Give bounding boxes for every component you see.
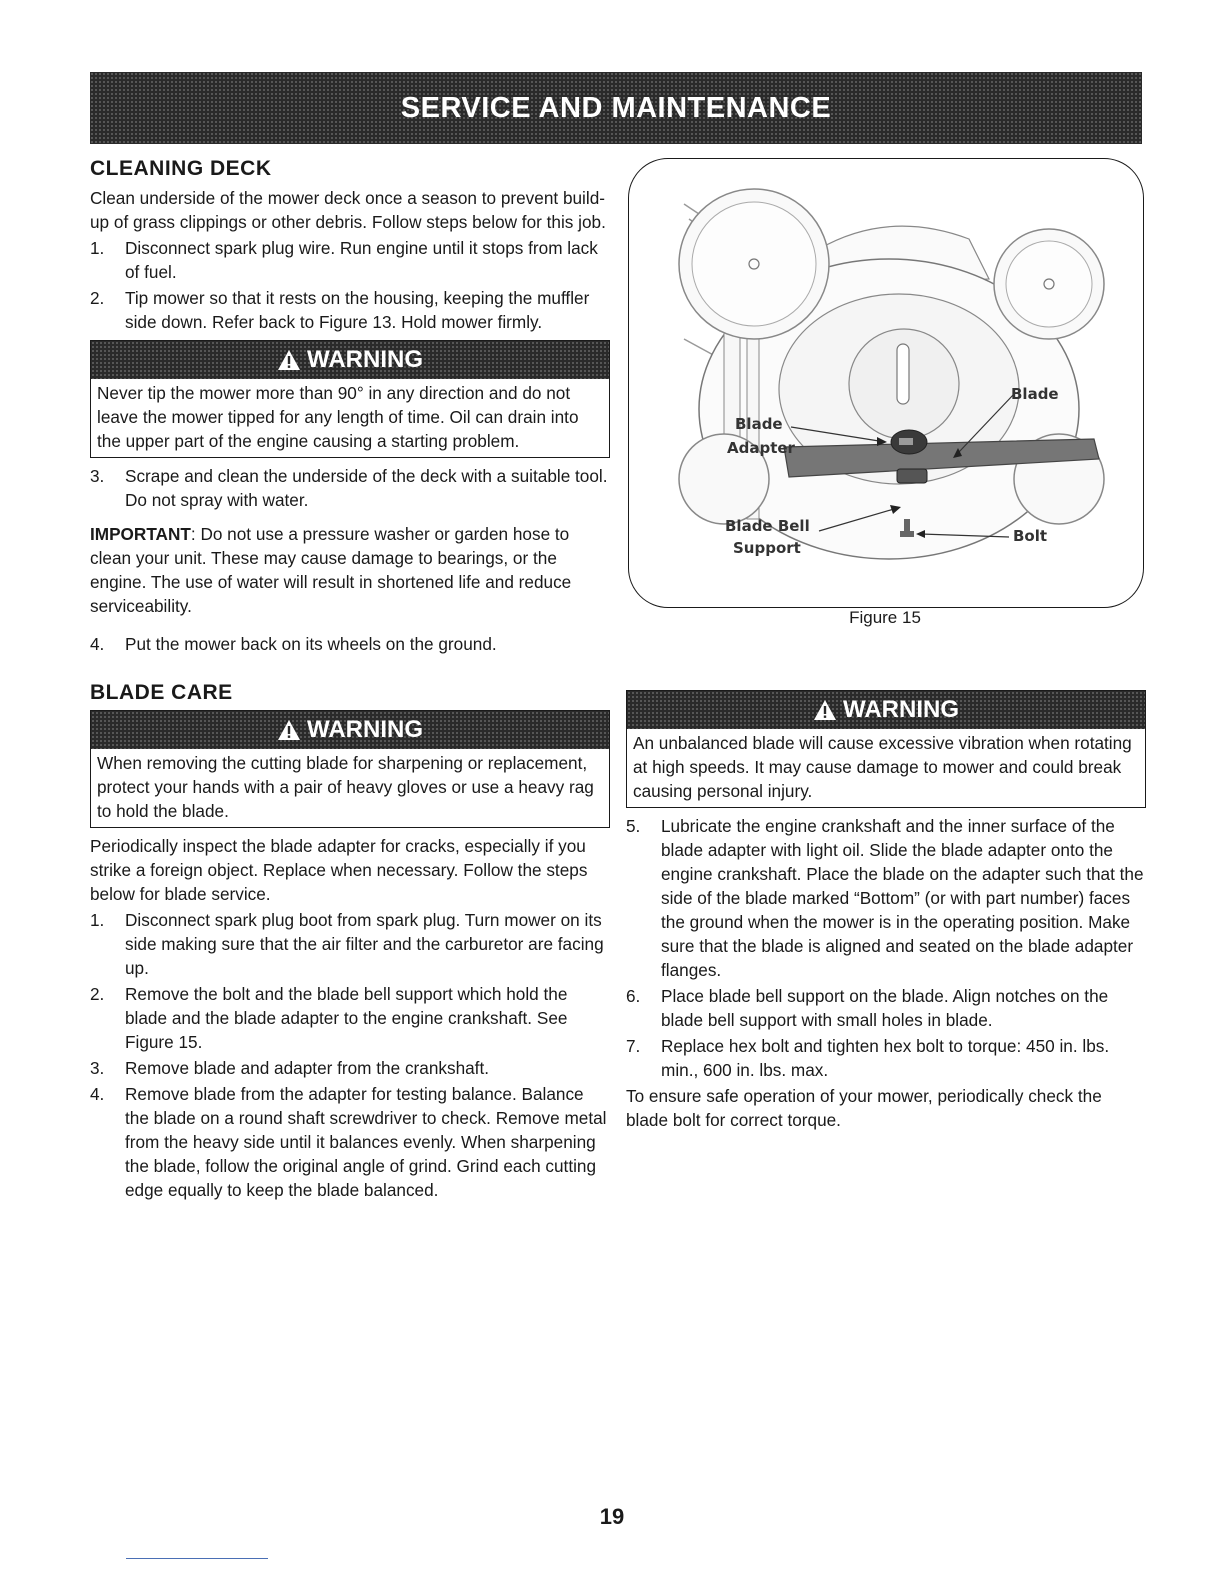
page-number: 19 <box>599 1504 625 1529</box>
warning-text: Never tip the mower more than 90° in any direction and do not leave the mower tipped for any length of time. Oil can drain into the upper part of the engine causing a starting problem. <box>97 383 579 451</box>
closing-note: To ensure safe operation of your mower, periodically check the blade bolt for correct torque. <box>626 1086 1102 1130</box>
blade-care-steps-continued <box>626 814 1146 1082</box>
warning-label: WARNING <box>843 696 959 723</box>
warning-header <box>91 341 609 379</box>
important-note: IMPORTANT: Do not use a pressure washer or garden hose to clean your unit. These may cause damage to bearings, or the engine. The use of water will result in shortened life and reduce serviceability. <box>90 524 572 616</box>
label-blade-bell-line1: Blade Bell <box>725 517 810 535</box>
warning-text: An unbalanced blade will cause excessive vibration when rotating at high speeds. It may cause damage to mower and could break causing personal injury. <box>633 733 1132 801</box>
blade-care-title: BLADE CARE <box>90 681 233 704</box>
list-item: 3. Remove blade and adapter from the crankshaft. <box>90 1058 490 1078</box>
list-item: 3. Scrape and clean the underside of the deck with a suitable tool. Do not spray with water. <box>90 466 608 510</box>
list-item: 1. Disconnect spark plug wire. Run engine until it stops from lack of fuel. <box>90 238 598 282</box>
warning-box-unbalanced <box>626 690 1146 808</box>
warning-box-tip <box>90 340 610 458</box>
blade-care-steps <box>90 908 610 1202</box>
left-column <box>90 156 610 1204</box>
figure-15 <box>628 158 1144 608</box>
list-item: 7. Replace hex bolt and tighten hex bolt to torque: 450 in. lbs. min., 600 in. lbs. max. <box>626 1036 1110 1080</box>
warning-triangle-icon <box>813 699 837 721</box>
figure-caption: Figure 15 <box>849 608 921 627</box>
label-blade-adapter-line2: Adapter <box>727 439 795 457</box>
page-title: SERVICE AND MAINTENANCE <box>400 91 832 124</box>
warning-box-gloves <box>90 710 610 828</box>
cleaning-deck-title: CLEANING DECK <box>90 157 272 180</box>
cleaning-deck-steps-b <box>90 464 610 512</box>
label-blade-adapter-line1: Blade <box>735 415 783 433</box>
list-item: 2. Remove the bolt and the blade bell support which hold the blade and the blade adapter to the engine crankshaft. See Figure 15. <box>90 984 568 1052</box>
blade-care-intro: Periodically inspect the blade adapter for cracks, especially if you strike a foreign object. Replace when necessary. Follow the steps below for blade service. <box>90 836 588 904</box>
header-banner <box>90 72 1142 144</box>
list-item: 2. Tip mower so that it rests on the housing, keeping the muffler side down. Refer back to Figure 13. Hold mower firmly. <box>90 288 590 332</box>
list-item: 4. Put the mower back on its wheels on the ground. <box>90 634 497 654</box>
label-blade-bell-line2: Support <box>733 539 801 557</box>
list-item: 6. Place blade bell support on the blade. Align notches on the blade bell support with small holes in blade. <box>626 986 1109 1030</box>
label-blade: Blade <box>1011 385 1059 403</box>
mower-underside-illustration <box>629 159 1143 607</box>
cleaning-deck-steps-a <box>90 236 610 334</box>
cleaning-deck-intro: Clean underside of the mower deck once a season to prevent build-up of grass clippings or other debris. Follow steps below for this job. <box>90 188 606 232</box>
list-item: 5. Lubricate the engine crankshaft and the inner surface of the blade adapter with light oil. Slide the blade adapter onto the engine crankshaft. Place the blade on the adapter such that the side of the blade marked “Bottom” (or with part number) faces the ground when the mower is in the operating position. Make sure that the blade is aligned and seated on the blade adapter flanges. <box>626 816 1144 980</box>
list-item: 1. Disconnect spark plug boot from spark plug. Turn mower on its side making sure that the air filter and the carburetor are facing up. <box>90 910 604 978</box>
label-bolt: Bolt <box>1013 527 1048 545</box>
warning-label: WARNING <box>307 346 423 373</box>
warning-header <box>91 711 609 749</box>
warning-text: When removing the cutting blade for sharpening or replacement, protect your hands with a pair of heavy gloves or use a heavy rag to hold the blade. <box>97 753 594 821</box>
warning-label: WARNING <box>307 716 423 743</box>
bottom-rule <box>126 1558 268 1559</box>
warning-triangle-icon <box>277 719 301 741</box>
list-item: 4. Remove blade from the adapter for testing balance. Balance the blade on a round shaft screwdriver to check. Remove metal from the heavy side until it balances evenly. When sharpening the blade, follow the original angle of grind. Grind each cutting edge equally to keep the blade balanced. <box>90 1084 607 1200</box>
right-column <box>626 690 1146 1134</box>
warning-triangle-icon <box>277 349 301 371</box>
cleaning-deck-steps-c <box>90 632 610 656</box>
warning-header <box>627 691 1145 729</box>
